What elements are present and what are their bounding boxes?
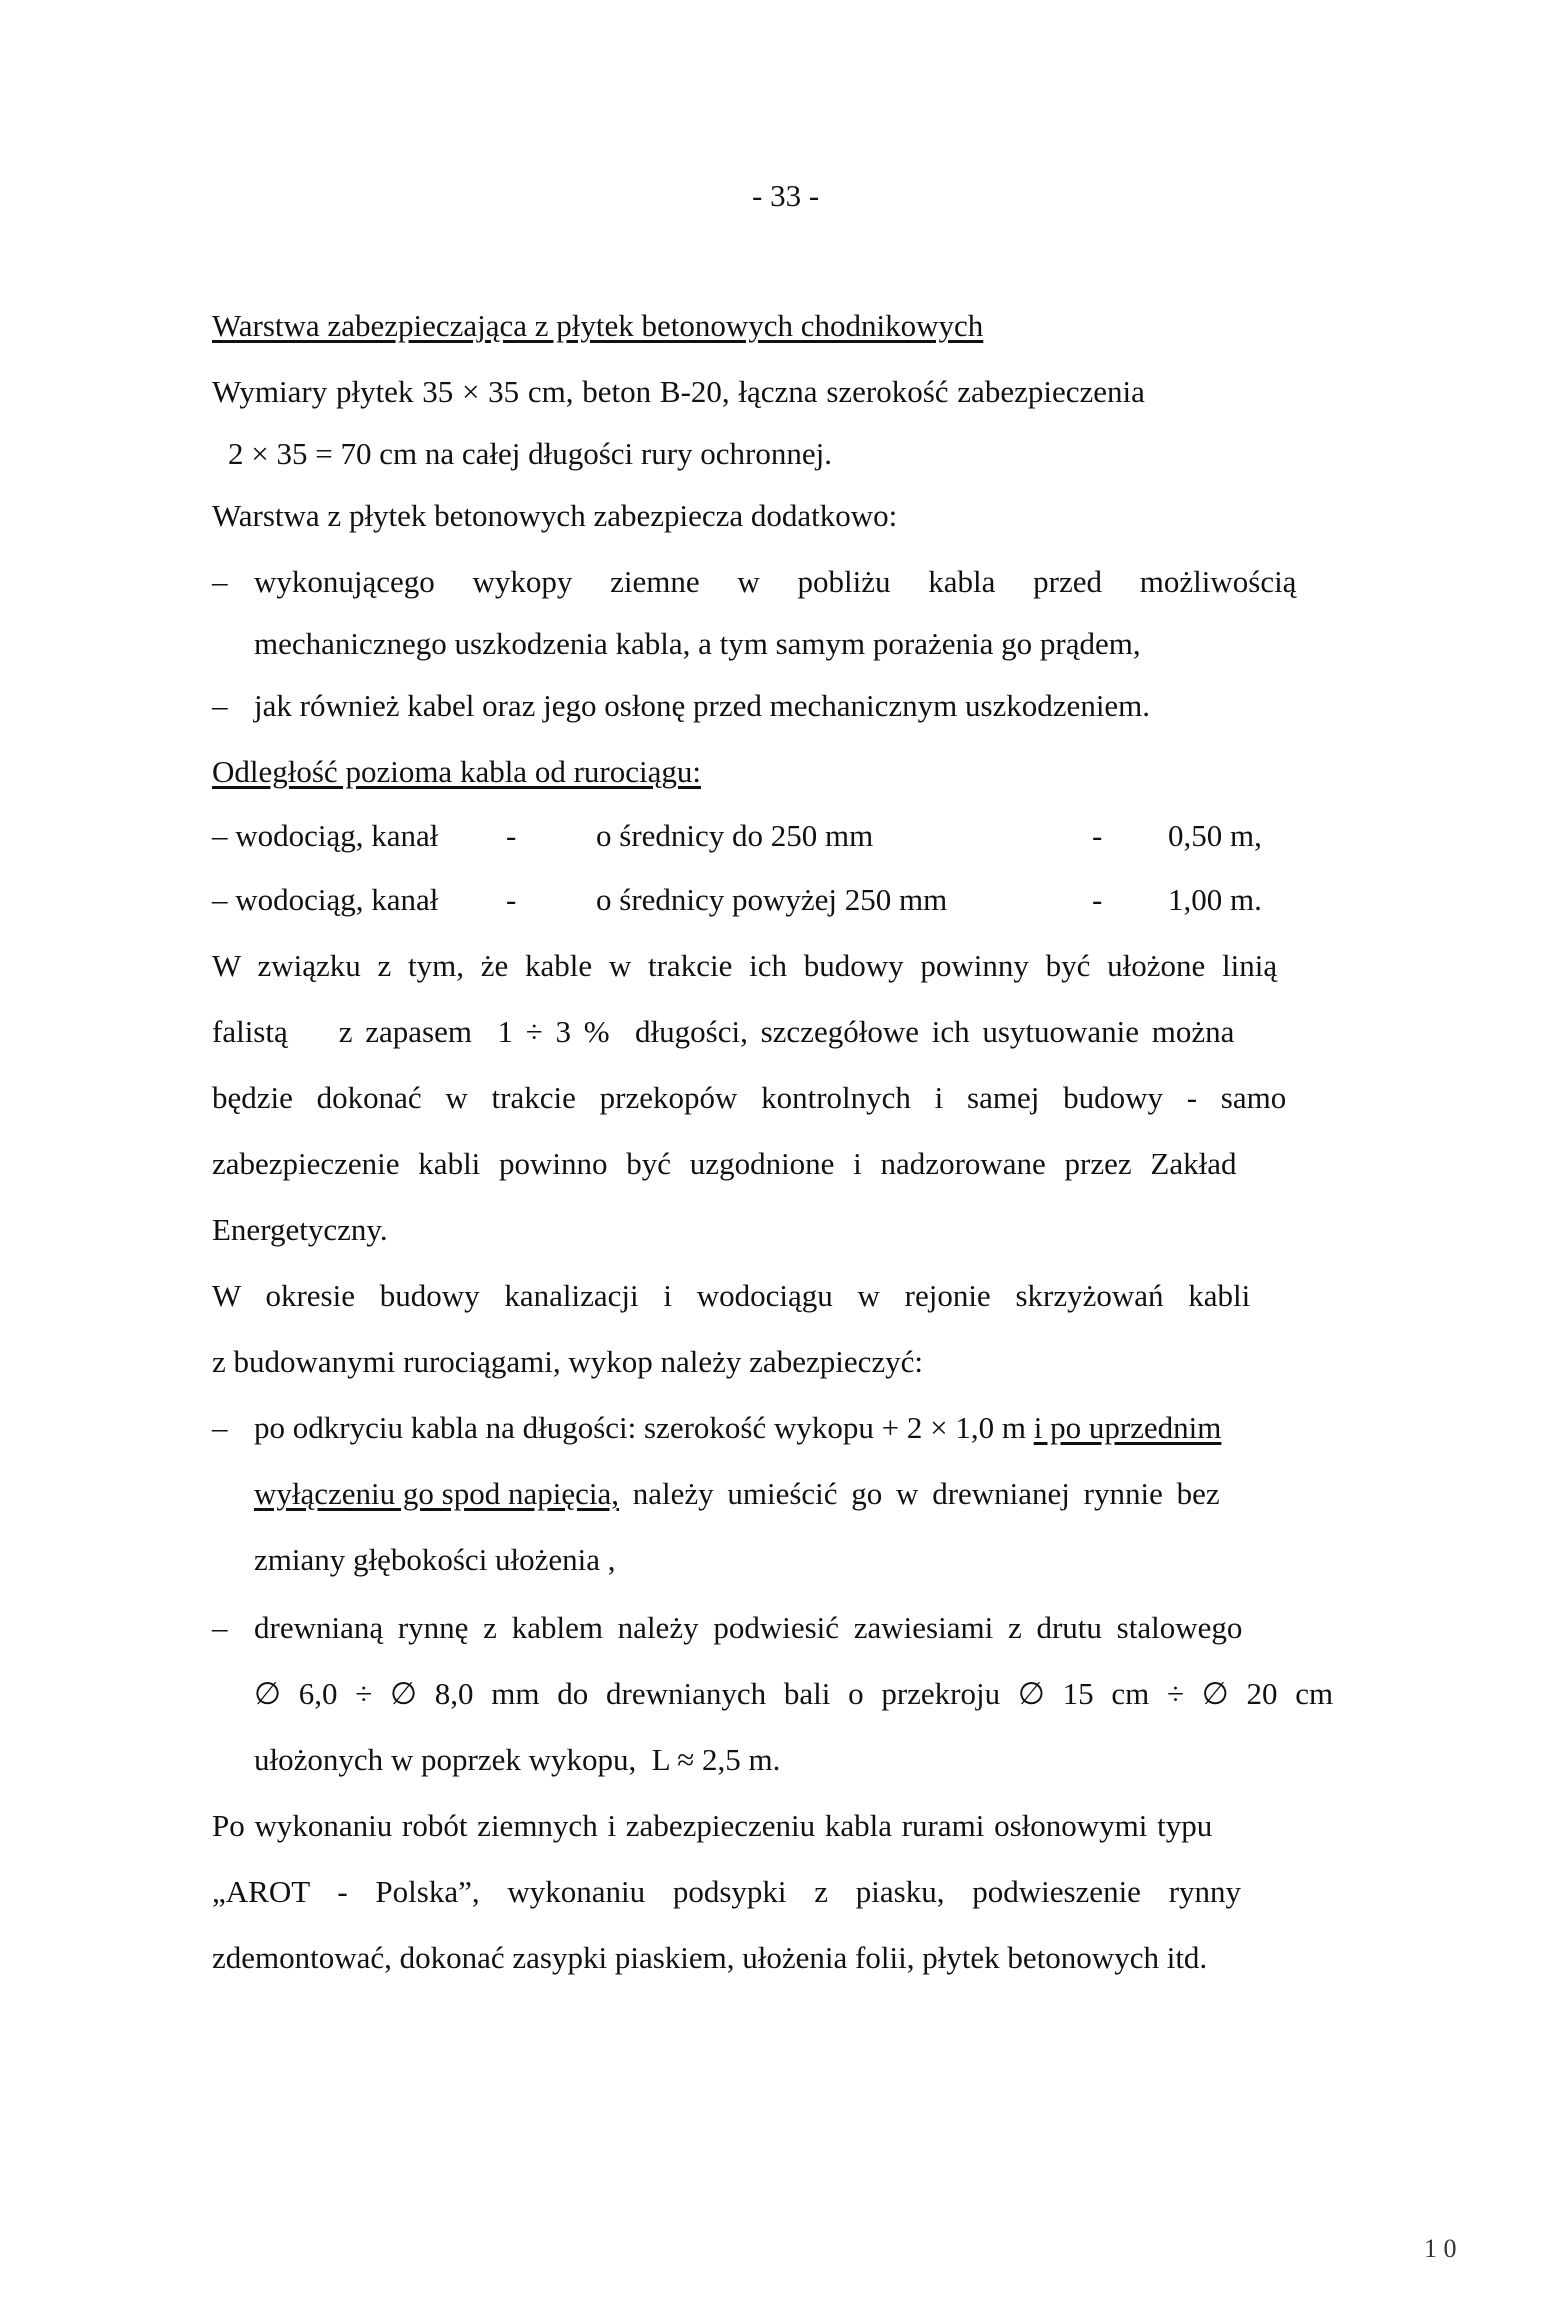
bullet-dash: – [212,1610,228,1645]
bullet-text-plain: po odkryciu kabla na długości: szerokość wykopu + 2 × 1,0 m [254,1410,1034,1445]
bullet-dash: – [212,1410,228,1445]
bullet-text: ∅ 6,0 ÷ ∅ 8,0 mm do drewnianych bali o przekroju ∅ 15 cm ÷ ∅ 20 cm [254,1676,1334,1711]
text-line: 2 × 35 = 70 cm na całej długości rury ochronnej. [228,436,833,471]
text-line: falistą z zapasem 1 ÷ 3 % długości, szczegółowe ich usytuowanie można [212,1014,1235,1049]
text-line: Po wykonaniu robót ziemnych i zabezpieczeniu kabla rurami osłonowymi typu [212,1808,1213,1843]
bullet-text [254,1412,1221,1443]
text-line: z budowanymi rurociągami, wykop należy zabezpieczyć: [212,1344,923,1379]
bullet-text: wykonującego wykopy ziemne w pobliżu kabla przed możliwością [254,564,1297,599]
bullet-dash: – [212,688,228,723]
row-label: – wodociąg, kanał [212,882,439,917]
bullet-dash: – [212,564,228,599]
page-number: - 33 - [752,178,820,213]
row-separator: - [506,818,517,853]
bullet-text: jak również kabel oraz jego osłonę przed mechanicznym uszkodzeniem. [254,688,1151,723]
row-value: 0,50 m, [1168,818,1262,853]
row-description: o średnicy powyżej 250 mm [596,882,948,917]
text-line: Warstwa z płytek betonowych zabezpiecza dodatkowo: [212,498,898,533]
row-separator: - [1092,818,1103,853]
row-separator: - [1092,882,1103,917]
text-line: będzie dokonać w trakcie przekopów kontrolnych i samej budowy - samo [212,1080,1287,1115]
text-line: „AROT - Polska”, wykonaniu podsypki z piasku, podwieszenie rynny [212,1874,1242,1909]
text-line: zabezpieczenie kabli powinno być uzgodnione i nadzorowane przez Zakład [212,1146,1237,1181]
text-line: W okresie budowy kanalizacji i wodociągu w rejonie skrzyżowań kabli [212,1278,1251,1313]
text-line: Wymiary płytek 35 × 35 cm, beton B-20, łączna szerokość zabezpieczenia [212,374,1145,409]
row-value: 1,00 m. [1168,882,1262,917]
bullet-text-underlined: wyłączeniu go spod napięcia, [254,1476,619,1511]
bullet-text-underlined: i po uprzednim [1033,1410,1222,1445]
row-label: – wodociąg, kanał [212,818,439,853]
row-separator: - [506,882,517,917]
section-heading-protective-layer: Warstwa zabezpieczająca z płytek betonowych chodnikowych [212,308,984,343]
bullet-text: zmiany głębokości ułożenia , [254,1542,616,1577]
text-line: W związku z tym, że kable w trakcie ich budowy powinny być ułożone linią [212,948,1278,983]
bullet-text [254,1478,1220,1509]
bullet-text: drewnianą rynnę z kablem należy podwiesić zawiesiami z drutu stalowego [254,1610,1243,1645]
corner-mark: 1 0 [1424,2234,1457,2263]
text-line: Energetyczny. [212,1212,388,1247]
row-description: o średnicy do 250 mm [596,818,874,853]
bullet-text-plain: należy umieścić go w drewnianej rynnie bez [618,1476,1220,1511]
bullet-text: ułożonych w poprzek wykopu, L ≈ 2,5 m. [254,1742,781,1777]
text-line: zdemontować, dokonać zasypki piaskiem, ułożenia folii, płytek betonowych itd. [212,1940,1208,1975]
bullet-text: mechanicznego uszkodzenia kabla, a tym samym porażenia go prądem, [254,626,1141,661]
section-heading-distance: Odległość pozioma kabla od rurociągu: [212,754,701,789]
